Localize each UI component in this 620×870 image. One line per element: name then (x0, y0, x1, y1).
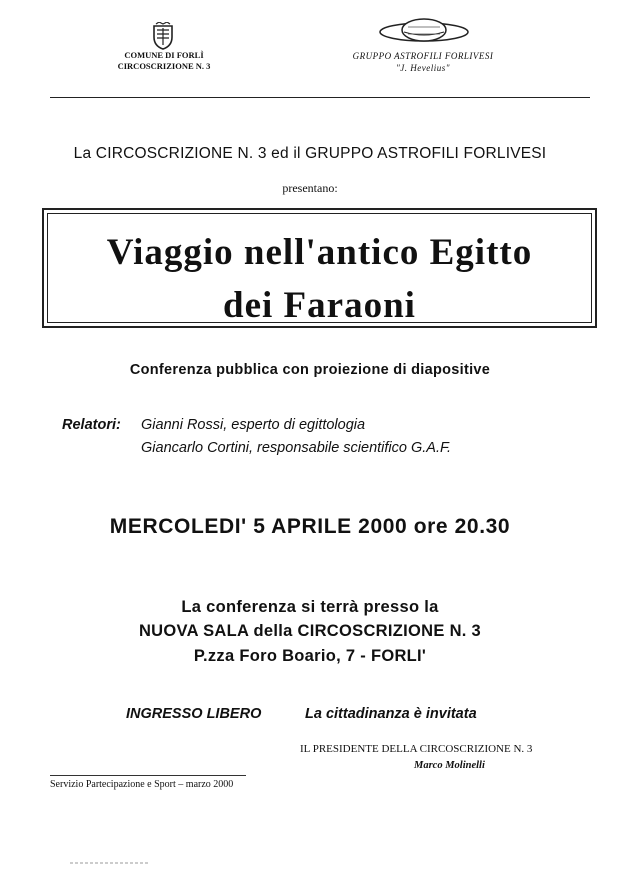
municipal-crest-icon (150, 22, 176, 50)
printer-stamp-icon (70, 852, 150, 856)
municipality-block (95, 50, 233, 72)
astronomy-group-block (305, 50, 541, 74)
free-entry-label: INGRESSO LIBERO (126, 706, 262, 722)
event-date: MERCOLEDI' 5 APRILE 2000 ore 20.30 (109, 515, 511, 538)
header-divider (50, 97, 590, 98)
venue-line-2: NUOVA SALA della CIRCOSCRIZIONE N. 3 (138, 622, 482, 640)
saturn-planet-logo-icon (378, 17, 470, 45)
district-name: CIRCOSCRIZIONE N. 3 (117, 61, 211, 71)
speaker-1: Gianni Rossi, esperto di egittologia (141, 417, 366, 433)
invitation-label: La cittadinanza è invitata (305, 706, 477, 722)
event-title-line-2: dei Faraoni (223, 285, 416, 326)
astronomy-group-name: GRUPPO ASTROFILI FORLIVESI (352, 51, 494, 61)
footer-divider (50, 775, 246, 776)
venue-line-3: P.zza Foro Boario, 7 - FORLI' (193, 647, 427, 665)
signatory-title: IL PRESIDENTE DELLA CIRCOSCRIZIONE N. 3 (300, 743, 533, 755)
presenters-line: La CIRCOSCRIZIONE N. 3 ed il GRUPPO ASTROFILI FORLIVESI (73, 145, 547, 162)
presenting-label: presentano: (282, 181, 338, 195)
event-title-line-1: Viaggio nell'antico Egitto (106, 232, 533, 273)
speaker-2: Giancarlo Cortini, responsabile scientifico G.A.F. (141, 440, 452, 456)
event-subtitle: Conferenza pubblica con proiezione di diapositive (129, 362, 491, 378)
municipality-name: COMUNE DI FORLÌ (124, 50, 204, 60)
footer-note: Servizio Partecipazione e Sport – marzo 2000 (50, 779, 234, 790)
signatory-name: Marco Molinelli (414, 760, 485, 771)
speakers-label: Relatori: (62, 417, 121, 433)
astronomy-group-subtitle: "J. Hevelius" (395, 63, 451, 73)
venue-line-1: La conferenza si terrà presso la (181, 598, 439, 616)
